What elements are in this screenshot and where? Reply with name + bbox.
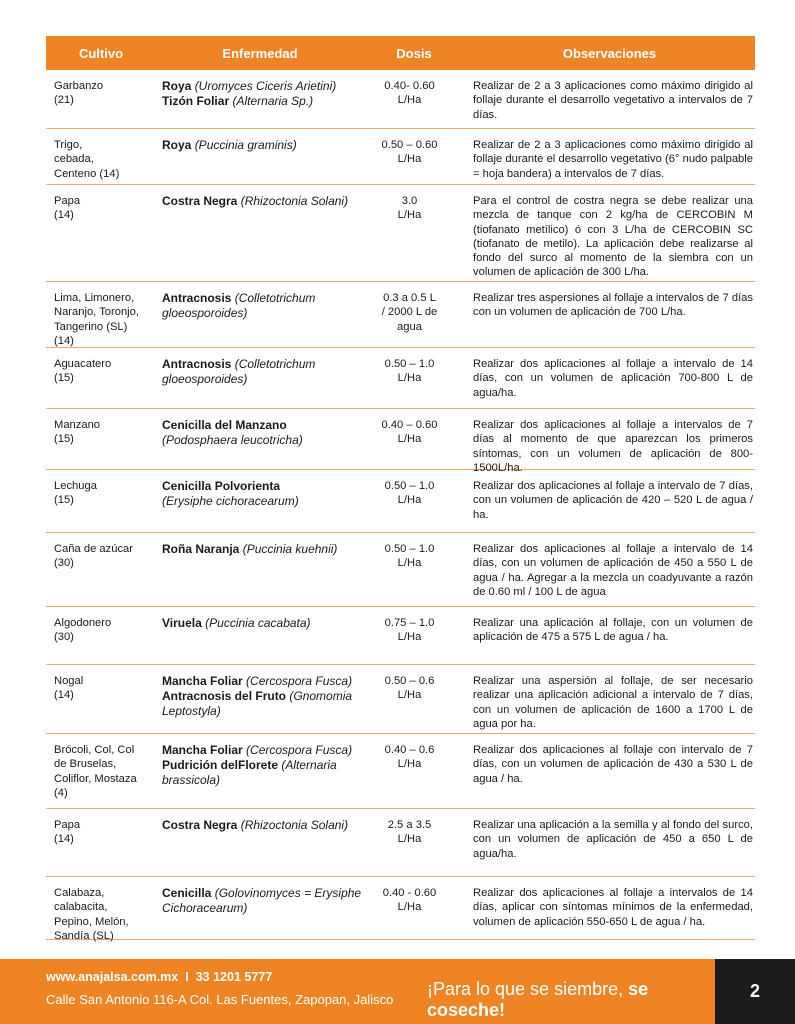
disease-name: Cenicilla del Manzano	[162, 418, 287, 432]
disease-name: Antracnosis	[162, 291, 232, 305]
crop-line: Papa	[54, 195, 81, 207]
disease-scientific-name: (Alternaria Sp.)	[232, 94, 314, 108]
crop-line: Papa	[54, 819, 81, 831]
slogan-regular: ¡Para lo que se siembre,	[427, 979, 629, 999]
disease-entry	[162, 542, 367, 557]
disease-name: Roña Naranja	[162, 542, 240, 556]
footer-slogan	[427, 979, 715, 1021]
notes-cell: Realizar tres aspersiones al follaje a intervalos de 7 días con un volumen de aplicación de 700 L/ha.	[473, 292, 753, 319]
crop-line: Sandía (SL)	[54, 929, 114, 942]
dose-line: L/Ha	[397, 833, 422, 846]
disease-entry	[162, 138, 367, 153]
disease-cell	[162, 818, 367, 833]
crop-line: (14)	[54, 833, 74, 846]
dose-line: 0.3 a 0.5 L	[383, 292, 436, 304]
disease-cell	[162, 542, 367, 557]
crop-line: Aguacatero	[54, 358, 112, 370]
disease-cell	[162, 418, 367, 448]
crop-line: Nogal	[54, 675, 84, 687]
dose-line: L/Ha	[397, 94, 422, 107]
crop-line: Trigo,	[54, 139, 83, 151]
crop-line: (30)	[54, 631, 74, 644]
disease-scientific-name: (Gnomomia Leptostyla)	[162, 689, 353, 718]
dose-line: L/Ha	[397, 689, 422, 702]
disease-name: Mancha Foliar	[162, 743, 243, 757]
disease-scientific-name: (Rhizoctonia Solani)	[240, 194, 349, 208]
dose-line: 3.0	[401, 195, 418, 207]
disease-scientific-name: (Erysiphe cichoracearum)	[162, 494, 299, 508]
disease-scientific-name: (Rhizoctonia Solani)	[240, 818, 349, 832]
crop-cell	[54, 743, 154, 800]
disease-scientific-name: (Colletotrichum gloeosporoides)	[162, 291, 316, 320]
disease-scientific-name: (Podosphaera leucotricha)	[162, 433, 303, 447]
table-row	[46, 665, 755, 734]
crop-line: Algodonero	[54, 617, 112, 629]
dose-cell	[367, 194, 452, 223]
disease-scientific-name: (Golovinomyces = Erysiphe Cichoracearum)	[162, 886, 362, 915]
notes-cell: Para el control de costra negra se debe realizar una mezcla de tanque con 2 kg/ha de CERCOBIN M (tiofanato metílico) ó con 3 L/ha de CERCOBIN SC (tiofanato de metilo). La aplicación debe realizarse al fondo del surco al momento de la siembra con un volumen de aplicación de 300 L/ha.	[473, 195, 753, 279]
disease-scientific-name: (Cercospora Fusca)	[246, 743, 353, 757]
footer-address: Calle San Antonio 116-A Col. Las Fuentes, Zapopan, Jalisco	[46, 992, 394, 1007]
disease-entry	[162, 94, 367, 109]
dose-cell	[367, 138, 452, 167]
dose-cell	[367, 743, 452, 772]
crop-line: Brócoli, Col, Col	[54, 744, 135, 756]
table-row	[46, 409, 755, 474]
dose-cell	[367, 674, 452, 703]
dose-line: L/Ha	[397, 631, 422, 644]
disease-entry	[162, 479, 367, 494]
dose-cell	[367, 616, 452, 645]
dose-line: L/Ha	[397, 209, 422, 222]
dose-cell	[367, 479, 452, 508]
disease-name: Roya	[162, 79, 192, 93]
crop-line: Lima, Limonero,	[54, 292, 135, 304]
dose-line: / 2000 L de	[381, 306, 438, 319]
disease-scientific-name: (Colletotrichum gloeosporoides)	[162, 357, 316, 386]
table-row	[46, 348, 755, 409]
footer	[0, 959, 715, 1024]
disease-name: Mancha Foliar	[162, 674, 243, 688]
table-row	[46, 470, 755, 533]
table-body	[46, 70, 755, 940]
website-link[interactable]: www.anajalsa.com.mx	[46, 970, 179, 984]
crop-cell	[54, 357, 154, 386]
table-row	[46, 809, 755, 877]
crop-line: Centeno (14)	[54, 167, 120, 180]
crop-line: (21)	[54, 94, 74, 107]
crop-cell	[54, 886, 154, 943]
phone-number: 33 1201 5777	[195, 970, 273, 984]
crop-line: (14)	[54, 209, 74, 222]
crop-line: (15)	[54, 433, 74, 446]
dose-cell	[367, 291, 452, 334]
header-crop: Cultivo	[78, 45, 124, 61]
disease-cell	[162, 743, 367, 788]
crop-line: de Bruselas,	[54, 758, 117, 771]
dose-line: 0.50 – 1.0	[384, 543, 435, 555]
crop-line: (15)	[54, 372, 74, 385]
crop-cell	[54, 291, 154, 348]
dose-cell	[367, 357, 452, 386]
disease-cell	[162, 479, 367, 509]
disease-entry	[162, 291, 367, 321]
page-number: 2	[715, 959, 795, 1024]
crop-line: Caña de azúcar	[54, 543, 133, 555]
dose-line: 0.50 – 1.0	[384, 358, 435, 370]
footer-contact	[46, 970, 272, 984]
disease-scientific-name: (Alternaria brassicola)	[162, 758, 337, 787]
disease-name: Roya	[162, 138, 192, 152]
crop-cell	[54, 418, 154, 447]
notes-cell: Realizar dos aplicaciones al follaje a intervalos de 7 días al momento de que aparezcan los primeros síntomas, con un volumen de aplicación de 800-1500L/ha.	[473, 419, 753, 474]
crop-cell	[54, 674, 154, 703]
dose-line: L/Ha	[397, 153, 422, 166]
disease-cell	[162, 291, 367, 321]
dose-line: 0.40 – 0.6	[384, 744, 435, 756]
notes-cell: Realizar una aplicación al follaje, con un volumen de aplicación de 475 a 575 L de agua / ha.	[473, 617, 753, 644]
disease-scientific-name: (Cercospora Fusca)	[246, 674, 353, 688]
disease-entry	[162, 79, 367, 94]
dose-cell	[367, 818, 452, 847]
notes-cell: Realizar de 2 a 3 aplicaciones como máximo dirigido al follaje durante el desarrollo vegetativo (6° nudo palpable = hoja bandera) a intervalos de 7 días.	[473, 139, 753, 180]
dose-line: 0.50 – 0.60	[381, 139, 438, 151]
disease-entry	[162, 357, 367, 387]
table-row	[46, 129, 755, 185]
crop-cell	[54, 542, 154, 571]
dosage-table	[46, 36, 755, 940]
crop-line: Tangerino (SL)	[54, 320, 128, 333]
dose-cell	[367, 79, 452, 108]
disease-entry	[162, 674, 367, 689]
dose-cell	[367, 418, 452, 447]
notes-cell: Realizar dos aplicaciones al follaje a intervalo de 14 días, con un volumen de aplicación 700-800 L de agua/ha.	[473, 358, 753, 399]
dose-line: agua	[397, 320, 422, 333]
crop-line: Calabaza,	[54, 887, 105, 899]
dose-line: 0.40 - 0.60	[382, 887, 437, 899]
table-row	[46, 607, 755, 665]
disease-entry	[162, 194, 367, 209]
disease-scientific-name: (Puccinia graminis)	[194, 138, 297, 152]
disease-scientific-name: (Puccinia cacabata)	[205, 616, 311, 630]
dose-line: 2.5 a 3.5	[387, 819, 432, 831]
disease-entry	[162, 616, 367, 631]
disease-name: Antracnosis del Fruto	[162, 689, 287, 703]
disease-entry	[162, 494, 367, 509]
dose-line: 0.50 – 1.0	[384, 480, 435, 492]
disease-name: Costra Negra	[162, 818, 238, 832]
disease-entry	[162, 886, 367, 916]
crop-line: Garbanzo	[54, 80, 104, 92]
table-row	[46, 877, 755, 940]
dose-line: L/Ha	[397, 372, 422, 385]
crop-line: Naranjo, Toronjo,	[54, 306, 139, 319]
disease-cell	[162, 674, 367, 719]
crop-line: (4)	[54, 786, 68, 799]
crop-line: Manzano	[54, 419, 101, 431]
notes-cell: Realizar dos aplicaciones al follaje a intervalos de 14 días, aplicar con síntomas mínimos de la enfermedad, volumen de aplicación 550-650 L de agua / ha.	[473, 887, 753, 928]
disease-name: Antracnosis	[162, 357, 232, 371]
dose-line: 0.75 – 1.0	[384, 617, 435, 629]
notes-cell: Realizar dos aplicaciones al follaje a intervalo de 14 días, con un volumen de aplicación de 450 a 550 L de agua / ha. Agregar a la mezcla un coadyuvante a razón de 0.60 ml / 100 L de agua	[473, 543, 753, 598]
disease-entry	[162, 433, 367, 448]
crop-cell	[54, 79, 154, 108]
crop-line: Pepino, Melón,	[54, 915, 129, 928]
disease-cell	[162, 357, 367, 387]
crop-line: (30)	[54, 557, 74, 570]
header-disease: Enfermedad	[222, 45, 298, 61]
crop-cell	[54, 138, 154, 181]
dose-line: L/Ha	[397, 433, 422, 446]
table-header	[46, 36, 755, 70]
crop-line: Lechuga	[54, 480, 97, 492]
disease-cell	[162, 79, 367, 109]
disease-name: Tizón Foliar	[162, 94, 230, 108]
header-dose: Dosis	[396, 45, 432, 61]
crop-cell	[54, 818, 154, 847]
disease-entry	[162, 743, 367, 758]
table-row	[46, 734, 755, 809]
dose-cell	[367, 542, 452, 571]
dose-line: 0.40- 0.60	[384, 80, 435, 92]
crop-cell	[54, 479, 154, 508]
crop-line: (15)	[54, 494, 74, 507]
crop-line: cebada,	[54, 153, 94, 166]
disease-cell	[162, 616, 367, 631]
crop-cell	[54, 194, 154, 223]
disease-entry	[162, 418, 367, 433]
notes-cell: Realizar dos aplicaciones al follaje con intervalo de 7 días, con un volumen de aplicación de 430 a 530 L de agua / ha.	[473, 744, 753, 785]
crop-cell	[54, 616, 154, 645]
disease-entry	[162, 758, 367, 788]
disease-name: Pudrición delFlorete	[162, 758, 279, 772]
disease-scientific-name: (Uromyces Ciceris Arietini)	[194, 79, 337, 93]
disease-scientific-name: (Puccinia kuehnii)	[242, 542, 338, 556]
table-row	[46, 533, 755, 607]
crop-line: Coliflor, Mostaza	[54, 772, 137, 785]
disease-name: Viruela	[162, 616, 202, 630]
table-row	[46, 70, 755, 129]
header-notes: Observaciones	[562, 45, 657, 61]
dose-cell	[367, 886, 452, 915]
crop-line: (14)	[54, 689, 74, 702]
disease-entry	[162, 818, 367, 833]
notes-cell: Realizar una aplicación a la semilla y al fondo del surco, con un volumen de aplicación de 450 a 650 L de agua/ha.	[473, 819, 753, 860]
crop-line: (14)	[54, 334, 74, 347]
table-row	[46, 282, 755, 348]
disease-cell	[162, 886, 367, 916]
table-row	[46, 185, 755, 282]
disease-entry	[162, 689, 367, 719]
dose-line: 0.50 – 0.6	[384, 675, 435, 687]
dose-line: L/Ha	[397, 758, 422, 771]
disease-cell	[162, 194, 367, 209]
dose-line: L/Ha	[397, 494, 422, 507]
dose-line: L/Ha	[397, 901, 422, 914]
dose-line: L/Ha	[397, 557, 422, 570]
disease-name: Cenicilla	[162, 886, 212, 900]
footer-separator: I	[185, 970, 189, 984]
crop-line: calabacita,	[54, 901, 108, 914]
notes-cell: Realizar de 2 a 3 aplicaciones como máximo dirigido al follaje durante el desarrollo vegetativo a intervalos de 7 días.	[473, 80, 753, 121]
notes-cell: Realizar dos aplicaciones al follaje a intervalo de 7 días, con un volumen de aplicación de 420 – 520 L de agua / ha.	[473, 480, 753, 521]
disease-name: Costra Negra	[162, 194, 238, 208]
dose-line: 0.40 – 0.60	[381, 419, 438, 431]
disease-name: Cenicilla Polvorienta	[162, 479, 281, 493]
notes-cell: Realizar una aspersión al follaje, de ser necesario realizar una aplicación adicional a intervalo de 7 días, con un volumen de aplicación de 1600 a 1700 L de agua por ha.	[473, 675, 753, 730]
slogan-bold: se coseche!	[427, 979, 649, 1020]
disease-cell	[162, 138, 367, 153]
